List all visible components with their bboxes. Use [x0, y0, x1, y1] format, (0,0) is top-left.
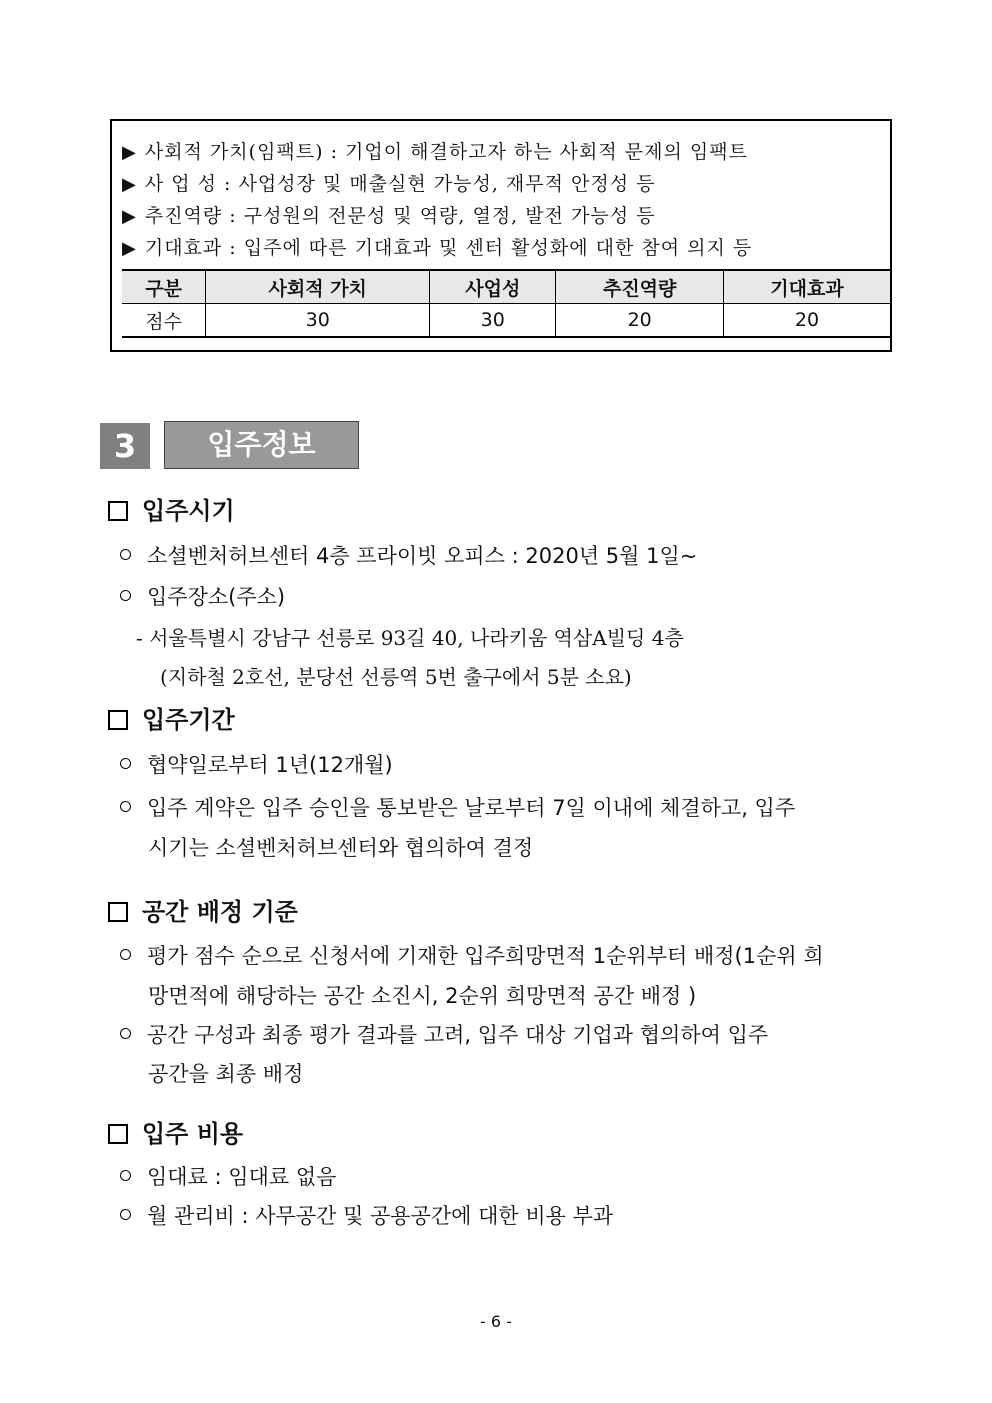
circle-bullet-icon [120, 1170, 131, 1181]
heading-timing: 입주시기 [108, 491, 235, 526]
address-text: - 서울특별시 강남구 선릉로 93길 40, 나라키움 역삼A빌딩 4층 [136, 626, 684, 650]
list-item: 입주 계약은 입주 승인을 통보받은 날로부터 7일 이내에 체결하고, 입주 [120, 792, 795, 822]
list-item: 임대료 : 임대료 없음 [120, 1161, 336, 1191]
table-row [122, 304, 890, 338]
table-header-cell: 구분 [122, 270, 206, 304]
criteria-line: ▶ 추진역량 : 구성원의 전문성 및 역량, 열정, 발전 가능성 등 [122, 205, 656, 227]
table-cell: 30 [206, 304, 430, 338]
table-header-cell: 사업성 [430, 270, 556, 304]
subway-text: (지하철 2호선, 분당선 선릉역 5번 출구에서 5분 소요) [160, 665, 632, 689]
section-title: 입주정보 [164, 421, 359, 469]
list-item-continuation: 망면적에 해당하는 공간 소진시, 2순위 희망면적 공간 배정 ) [148, 984, 697, 1008]
checkbox-square-icon [108, 902, 128, 922]
criteria-line: ▶ 사 업 성 : 사업성장 및 매출실현 가능성, 재무적 안정성 등 [122, 173, 656, 195]
circle-bullet-icon [120, 949, 131, 960]
table-header-row [122, 270, 890, 304]
table-header-cell: 사회적 가치 [206, 270, 430, 304]
triangle-icon: ▶ [122, 238, 137, 259]
circle-bullet-icon [120, 549, 131, 560]
heading-cost: 입주 비용 [108, 1114, 243, 1149]
criteria-box [110, 119, 892, 352]
checkbox-square-icon [108, 710, 128, 730]
list-item: 월 관리비 : 사무공간 및 공용공간에 대한 비용 부과 [120, 1200, 613, 1230]
section-number: 3 [100, 423, 150, 469]
checkbox-square-icon [108, 1124, 128, 1144]
table-header-cell: 기대효과 [723, 270, 890, 304]
table-cell: 30 [430, 304, 556, 338]
triangle-icon: ▶ [122, 206, 137, 227]
table-cell: 20 [723, 304, 890, 338]
circle-bullet-icon [120, 758, 131, 769]
list-item-continuation: 공간을 최종 배정 [148, 1062, 304, 1086]
circle-bullet-icon [120, 1028, 131, 1039]
list-item: 협약일로부터 1년(12개월) [120, 749, 393, 779]
list-item: 입주장소(주소) [120, 581, 285, 611]
circle-bullet-icon [120, 801, 131, 812]
circle-bullet-icon [120, 1209, 131, 1220]
list-item: 소셜벤처허브센터 4층 프라이빗 오피스 : 2020년 5월 1일~ [120, 540, 697, 570]
heading-allocation: 공간 배정 기준 [108, 892, 298, 927]
criteria-line: ▶ 사회적 가치(임팩트) : 기업이 해결하고자 하는 사회적 문제의 임팩트 [122, 141, 748, 163]
table-cell: 점수 [122, 304, 206, 338]
heading-period: 입주기간 [108, 700, 235, 735]
list-item: 평가 점수 순으로 신청서에 기재한 입주희망면적 1순위부터 배정(1순위 희 [120, 940, 824, 970]
score-table [122, 269, 890, 338]
criteria-line: ▶ 기대효과 : 입주에 따른 기대효과 및 센터 활성화에 대한 참여 의지 등 [122, 237, 753, 259]
list-item-continuation: 시기는 소셜벤처허브센터와 협의하여 결정 [148, 836, 534, 860]
page-number: - 6 - [480, 1312, 512, 1331]
triangle-icon: ▶ [122, 174, 137, 195]
table-header-cell: 추진역량 [556, 270, 724, 304]
list-item: 공간 구성과 최종 평가 결과를 고려, 입주 대상 기업과 협의하여 입주 [120, 1019, 768, 1049]
circle-bullet-icon [120, 590, 131, 601]
triangle-icon: ▶ [122, 142, 137, 163]
checkbox-square-icon [108, 501, 128, 521]
table-cell: 20 [556, 304, 724, 338]
